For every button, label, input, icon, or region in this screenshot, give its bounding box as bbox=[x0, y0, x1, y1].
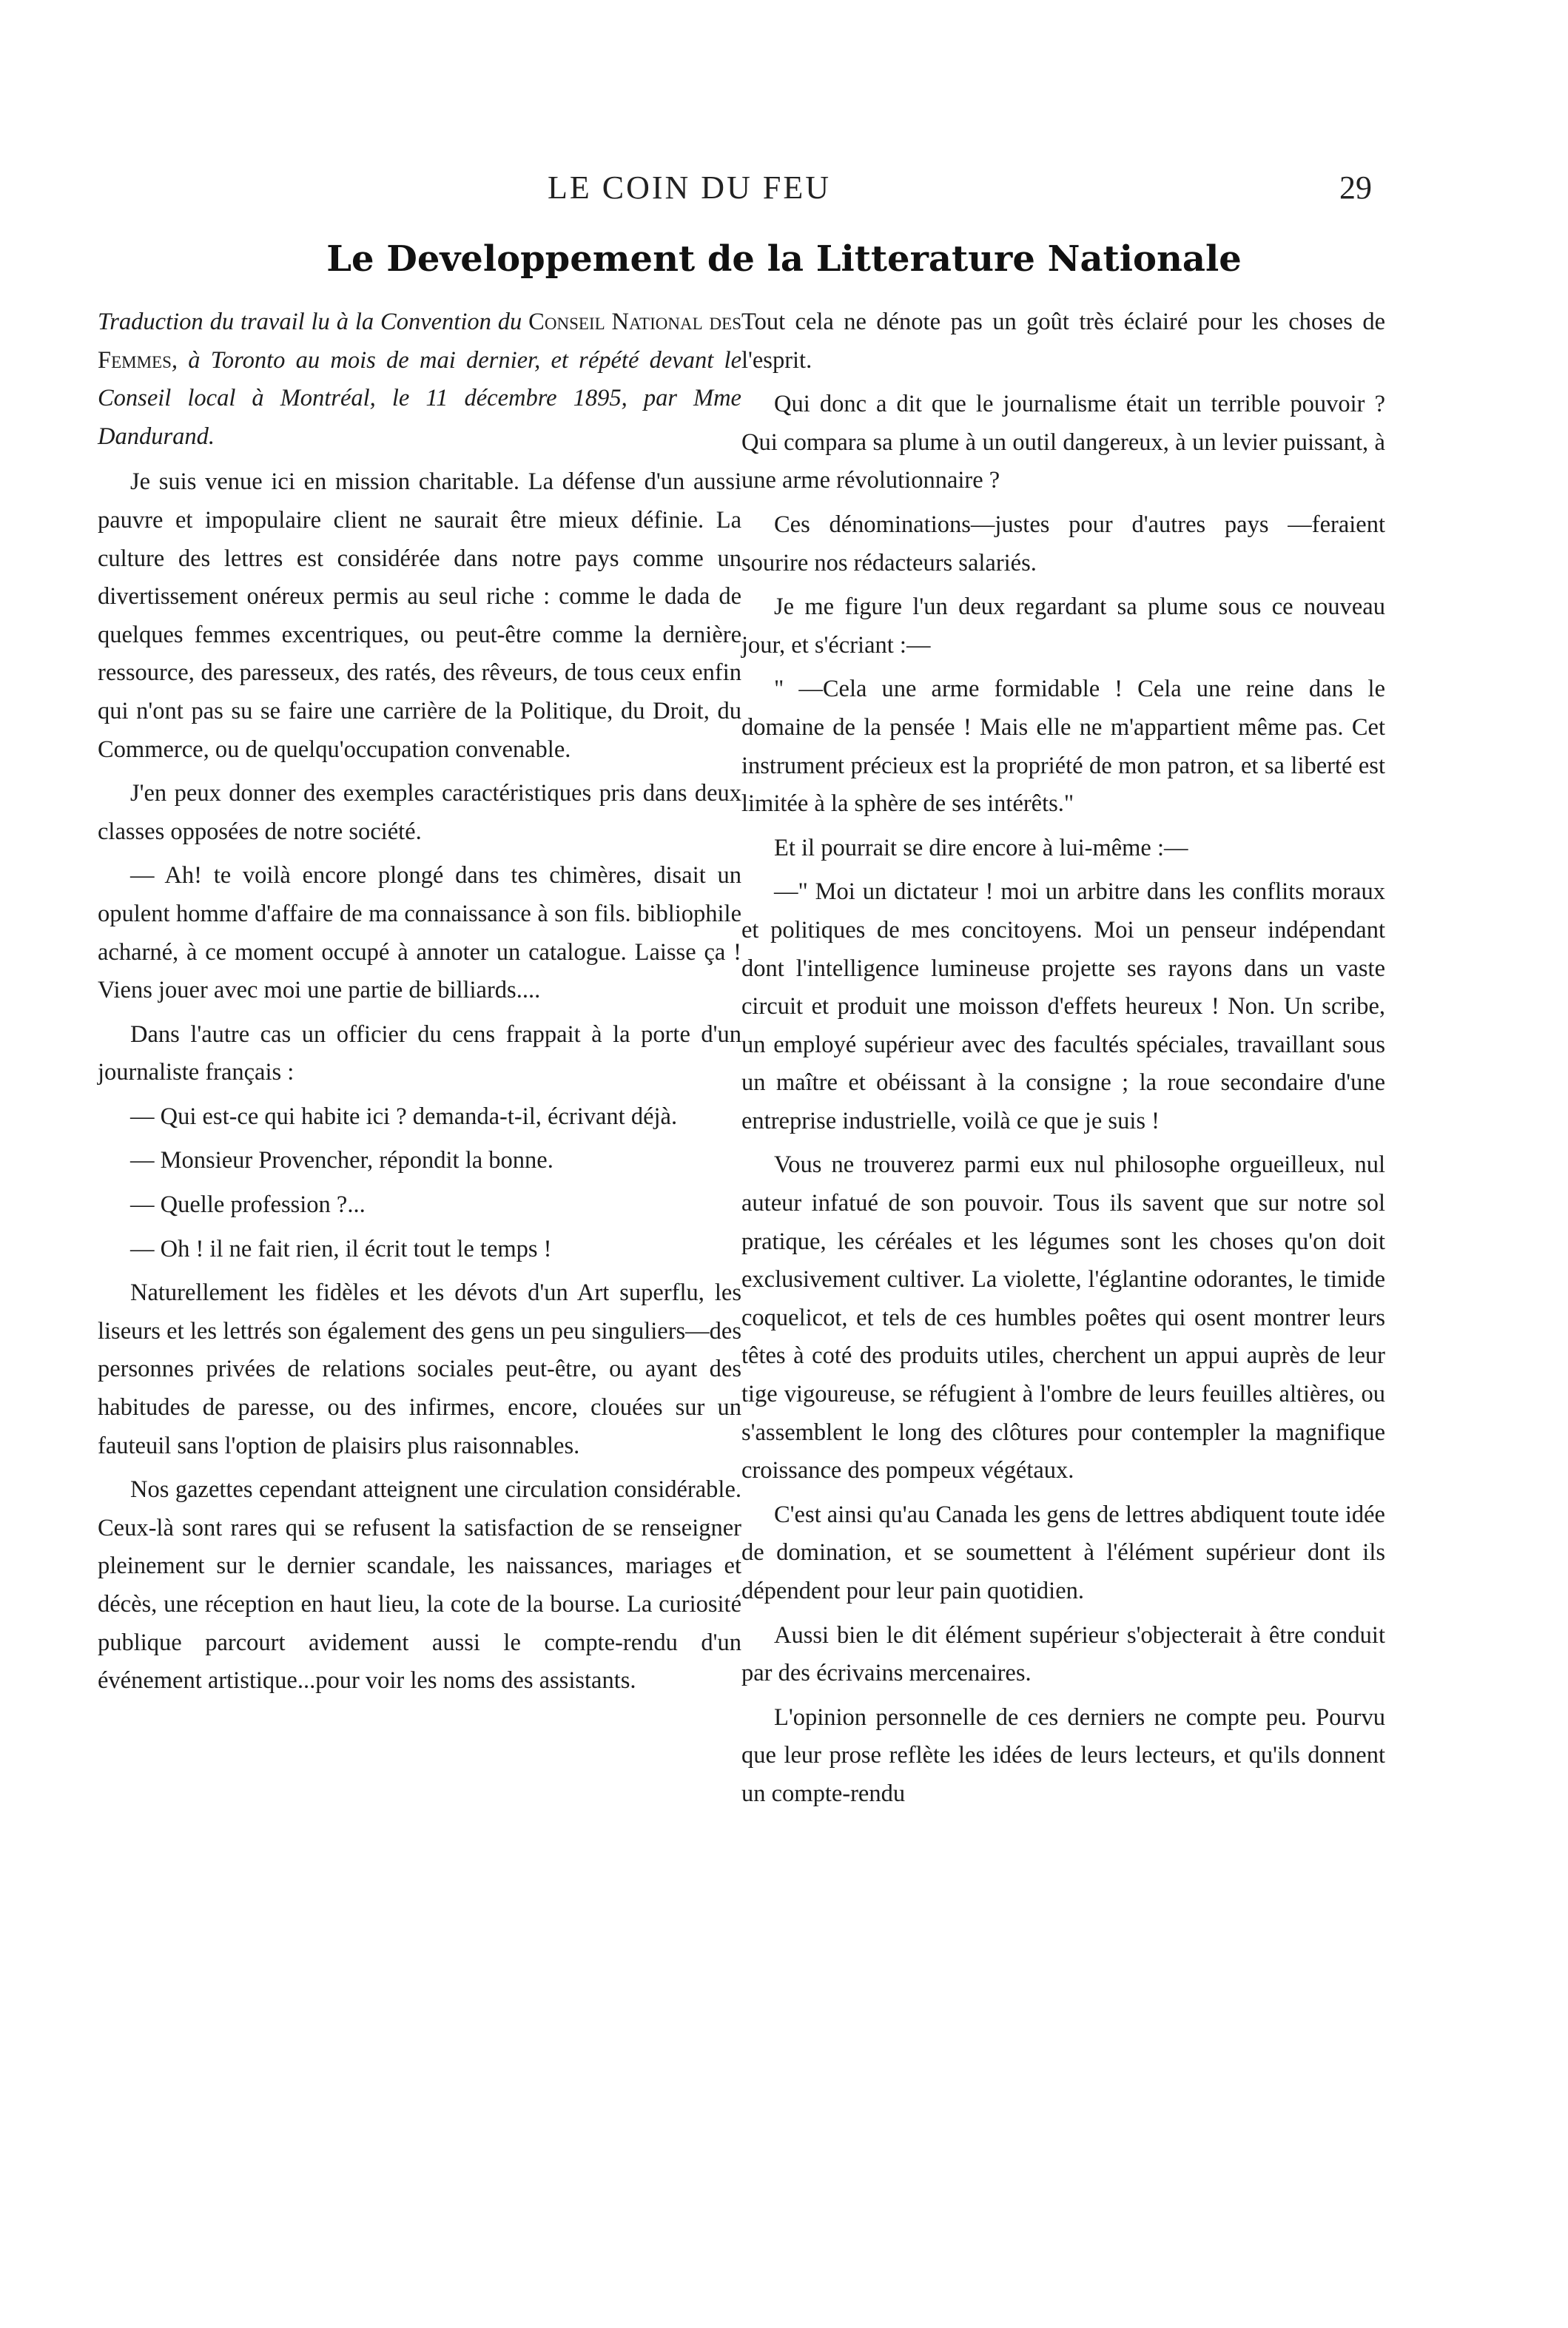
paragraph: Nos gazettes cependant atteignent une circulation considérable. Ceux-là sont rares qui se refusent la satisfaction de se renseigner pleinement sur le dernier scandale, les naissances, mariages et décès, une réception en haut lieu, la cote de la bourse. La curiosité publique parcourt avidement aussi le compte-rendu d'un événement artistique...pour voir les noms des assistants. bbox=[98, 1476, 741, 1695]
paragraph: L'opinion personnelle de ces derniers ne compte peu. Pourvu que leur prose reflète les idées de leurs lecteurs, et qu'ils donnent un compte-rendu bbox=[741, 1703, 1385, 1807]
running-title: LE COIN DU FEU bbox=[548, 169, 831, 206]
paragraph: Ces dénominations—justes pour d'autres pays —feraient sourire nos rédacteurs salariés. bbox=[741, 511, 1385, 576]
intro-council-name: Conseil National des Femmes bbox=[98, 309, 741, 374]
paragraph: Vous ne trouverez parmi eux nul philosophe orgueilleux, nul auteur infatué de son pouvoir. Tous ils savent que sur notre sol pratique, les céréales et les légumes sont les choses qu'on doit exclusivement cultiver. La violette, l'églantine odorantes, le timide coquelicot, et tels de ces humbles poêtes qui osent montrer leurs têtes à coté des produits utiles, cherchent un appui auprès de leur tige vigoureuse, se réfugient à l'ombre de leurs feuilles altières, ou s'assemblent le long des clôtures pour contempler la magnifique croissance des pompeux végétaux. bbox=[741, 1151, 1385, 1484]
paragraph: — Ah! te voilà encore plongé dans tes chimères, disait un opulent homme d'affaire de ma connaissance à son fils. bibliophile acharné, à ce moment occupé à annoter un catalogue. Laisse ça ! Viens jouer avec moi une partie de billiards.... bbox=[98, 862, 741, 1004]
paragraph: Et il pourrait se dire encore à lui-même :— bbox=[774, 834, 1188, 861]
intro-part-1: Traduction du travail lu à la Convention du bbox=[98, 309, 529, 335]
paragraph: Je suis venue ici en mission charitable. La défense d'un aussi pauvre et impopulaire client ne saurait être mieux définie. La culture des lettres est considérée dans notre pays comme un divertissement onéreux permis au seul riche : comme le dada de quelques femmes excentriques, ou peut-être comme la dernière ressource, des paresseux, des ratés, des rêveurs, de tous ceux enfin qui n'ont pas su se faire une carrière de la Politique, du Droit, du Commerce, ou de quelqu'occupation convenable. bbox=[98, 468, 741, 763]
paragraph: —" Moi un dictateur ! moi un arbitre dans les conflits moraux et politiques de mes concitoyens. Moi un penseur indépendant dont l'intelligence lumineuse projette ses rayons dans un vaste circuit et produit une moisson d'effets heureux ! Non. Un scribe, un employé supérieur avec des facultés spéciales, travaillant sous un maître et obéissant à la consigne ; la roue secondaire d'une entreprise industrielle, voilà ce que je suis ! bbox=[741, 878, 1385, 1134]
article-intro bbox=[98, 303, 741, 456]
paragraph: — Qui est-ce qui habite ici ? demanda-t-il, écrivant déjà. bbox=[130, 1103, 678, 1130]
running-header bbox=[0, 169, 1568, 213]
paragraph: Dans l'autre cas un officier du cens frappait à la porte d'un journaliste français : bbox=[98, 1020, 741, 1086]
right-column bbox=[741, 303, 1385, 1820]
paragraph: Qui donc a dit que le journalisme était un terrible pouvoir ? Qui compara sa plume à un outil dangereux, à un levier puissant, à une arme révolutionnaire ? bbox=[741, 391, 1385, 494]
left-column bbox=[98, 303, 741, 1706]
paragraph: Aussi bien le dit élément supérieur s'objecterait à être conduit par des écrivains mercenaires. bbox=[741, 1621, 1385, 1687]
paragraph: Naturellement les fidèles et les dévots d'un Art superflu, les liseurs et les lettrés son également des gens un peu singuliers—des personnes privées de relations sociales peut-être, ou ayant des habitudes de paresse, ou des infirmes, encore, clouées sur un fauteuil sans l'option de plaisirs plus raisonnables. bbox=[98, 1279, 741, 1459]
paragraph: C'est ainsi qu'au Canada les gens de lettres abdiquent toute idée de domination, et se soumettent à l'élément supérieur dont ils dépendent pour leur pain quotidien. bbox=[741, 1501, 1385, 1604]
intro-part-2: , à Toronto au mois de mai dernier, et répété devant le Conseil local à Montréal, le 11 décembre 1895, par Mme Dandurand. bbox=[98, 346, 741, 450]
paragraph: — Oh ! il ne fait rien, il écrit tout le temps ! bbox=[130, 1235, 552, 1262]
article-title: Le Developpement de la Litterature Nationale bbox=[326, 238, 1242, 280]
page-number: 29 bbox=[1339, 169, 1372, 206]
paragraph: J'en peux donner des exemples caractéristiques pris dans deux classes opposées de notre société. bbox=[98, 780, 741, 845]
paragraph: " —Cela une arme formidable ! Cela une reine dans le domaine de la pensée ! Mais elle ne m'appartient même pas. Cet instrument précieux est la propriété de mon patron, et sa liberté est limitée à la sphère de ses intérêts." bbox=[741, 676, 1385, 818]
paragraph: — Quelle profession ?... bbox=[130, 1191, 366, 1219]
paragraph: — Monsieur Provencher, répondit la bonne. bbox=[130, 1147, 553, 1174]
paragraph: Je me figure l'un deux regardant sa plume sous ce nouveau jour, et s'écriant :— bbox=[741, 593, 1385, 659]
paragraph: Tout cela ne dénote pas un goût très éclairé pour les choses de l'esprit. bbox=[741, 309, 1385, 374]
